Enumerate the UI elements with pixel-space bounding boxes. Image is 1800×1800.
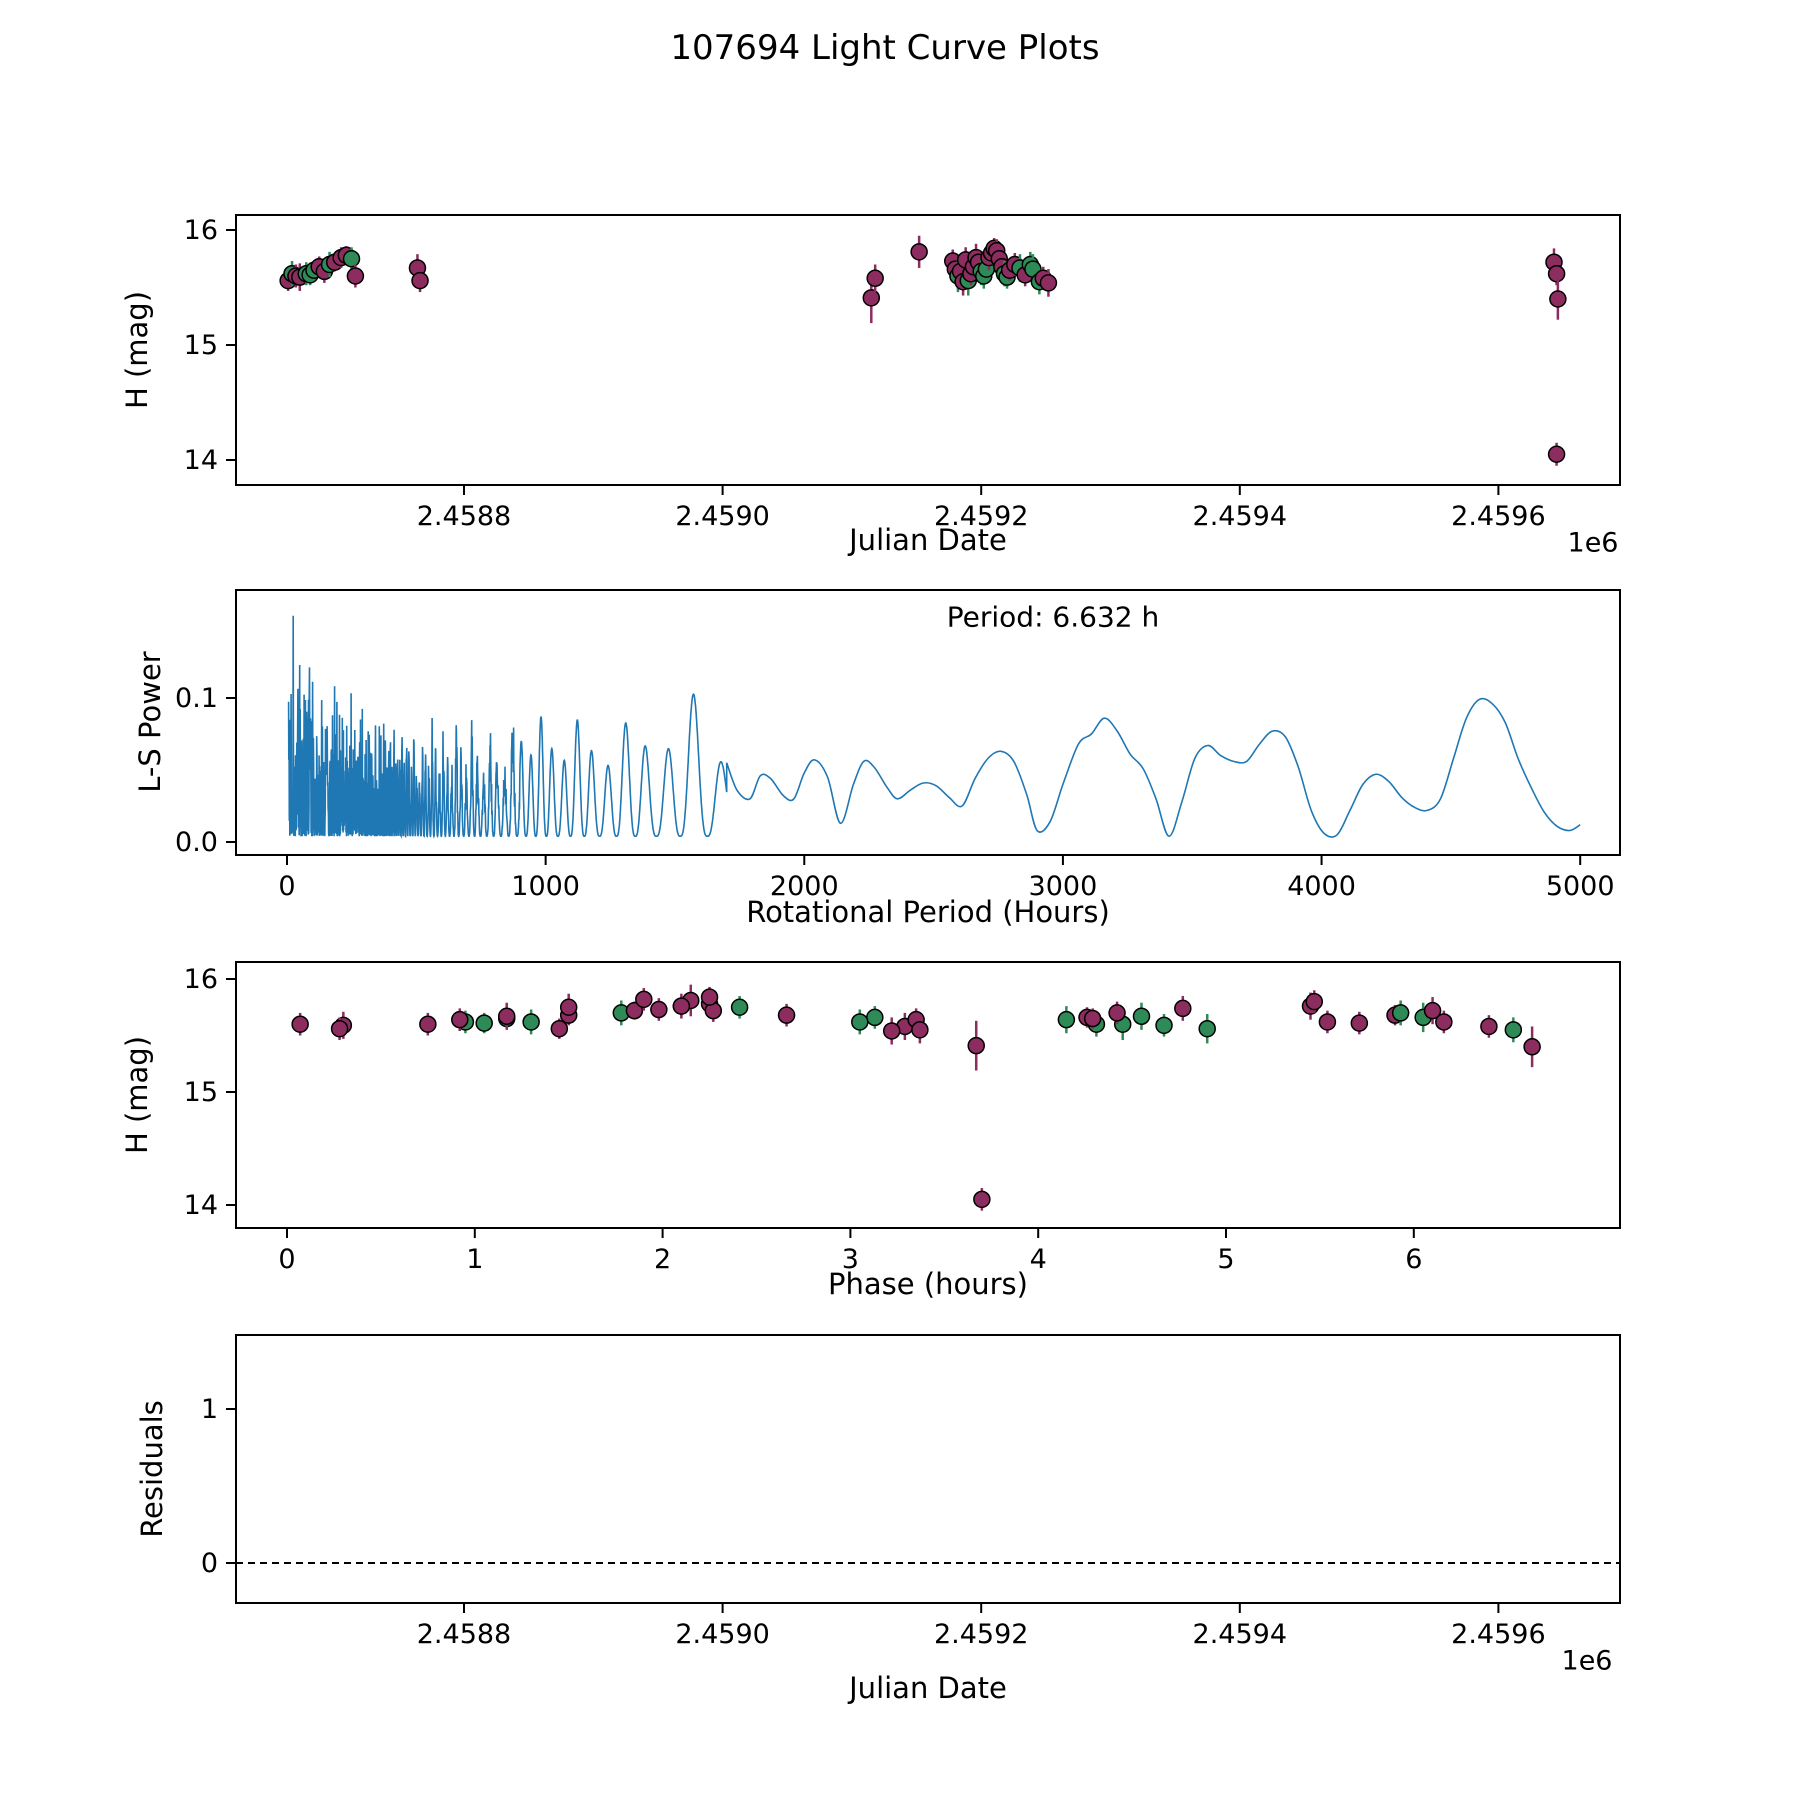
residual-point [976, 0, 991, 8]
y-tick-label: 15 [183, 330, 218, 361]
data-point [1393, 1005, 1409, 1021]
y-tick-label: 0.1 [175, 683, 218, 714]
x-tick-label: 3000 [1028, 871, 1098, 902]
jd-plot-xlabel: Julian Date [849, 523, 1007, 557]
residual-point [971, 0, 986, 8]
residual-point [969, 0, 984, 8]
x-tick-label: 0 [278, 1244, 296, 1275]
residual-point [292, 0, 307, 8]
residual-point [974, 0, 989, 8]
y-tick-label: 15 [183, 1077, 218, 1108]
data-point [732, 999, 748, 1015]
residual-point [948, 0, 963, 8]
residual-point [912, 0, 927, 8]
data-point [974, 1191, 990, 1207]
data-point [1040, 275, 1056, 291]
data-point [911, 244, 927, 260]
x-tick-label: 2.4594 [1192, 1619, 1288, 1650]
data-point [884, 1023, 900, 1039]
residual-point [987, 0, 1002, 8]
data-point [499, 1008, 515, 1024]
x-tick-label: 2.4592 [933, 1619, 1029, 1650]
residual-point [1023, 0, 1038, 8]
residual-point [963, 0, 978, 8]
residual-point [1550, 0, 1565, 8]
x-tick-label: 6 [1405, 1244, 1423, 1275]
residual-point [413, 0, 428, 8]
residual-point [984, 0, 999, 8]
residuals-xlabel: Julian Date [849, 1671, 1007, 1705]
residual-point [950, 0, 965, 8]
data-point [412, 273, 428, 289]
jd-plot-ylabel: H (mag) [120, 290, 154, 410]
residual-point [348, 0, 363, 8]
period-annotation: Period: 6.632 h [946, 600, 1160, 634]
jd-lightcurve-axes-spines [236, 215, 1620, 485]
y-tick-label: 1 [200, 1394, 218, 1425]
residual-point [994, 0, 1009, 8]
residual-point [997, 0, 1012, 8]
phase-plot-ylabel: H (mag) [120, 1035, 154, 1155]
residual-point [1036, 0, 1051, 8]
y-tick-label: 14 [183, 1190, 218, 1221]
residual-point [322, 0, 337, 8]
residual-point [334, 0, 349, 8]
residuals-offset-text: 1e6 [1561, 1645, 1613, 1677]
data-point [1109, 1005, 1125, 1021]
residual-point [339, 0, 354, 8]
residual-point [966, 0, 981, 8]
residual-point [303, 0, 318, 8]
data-point [867, 270, 883, 286]
data-point [420, 1016, 436, 1032]
data-point [1436, 1014, 1452, 1030]
data-point [1549, 446, 1565, 462]
residual-point [299, 0, 314, 8]
data-point [636, 991, 652, 1007]
x-tick-label: 2.4588 [416, 501, 512, 532]
x-tick-label: 1 [466, 1244, 484, 1275]
data-point [1156, 1017, 1172, 1033]
periodogram-axes-spines [236, 590, 1620, 855]
data-point [968, 1038, 984, 1054]
residual-point [961, 0, 976, 8]
y-tick-label: 0.0 [175, 827, 218, 858]
x-tick-label: 2.4596 [1451, 1619, 1546, 1650]
periodogram-xlabel: Rotational Period (Hours) [746, 895, 1110, 929]
data-point [702, 989, 718, 1005]
data-point [1133, 1008, 1149, 1024]
periodogram-ylabel: L-S Power [133, 651, 167, 793]
x-tick-label: 4000 [1287, 871, 1356, 902]
x-tick-label: 2.4594 [1192, 501, 1288, 532]
y-tick-label: 0 [200, 1548, 218, 1579]
data-point [292, 1016, 308, 1032]
residual-point [1007, 0, 1022, 8]
jd-plot-offset-text: 1e6 [1567, 527, 1619, 559]
residual-point [981, 0, 996, 8]
data-point [344, 251, 360, 267]
data-point [1319, 1014, 1335, 1030]
phase-curve-axes-spines [236, 962, 1620, 1228]
data-point [1058, 1012, 1074, 1028]
data-point [476, 1015, 492, 1031]
residual-point [868, 0, 883, 8]
residual-point [344, 0, 359, 8]
residual-point [1032, 0, 1047, 8]
data-point [651, 1002, 667, 1018]
residual-point [312, 0, 327, 8]
data-point [452, 1012, 468, 1028]
x-tick-label: 2.4596 [1451, 501, 1546, 532]
data-point [1549, 266, 1565, 282]
x-tick-label: 2.4592 [933, 501, 1029, 532]
residual-point [1549, 0, 1564, 8]
data-point [1175, 1000, 1191, 1016]
x-tick-label: 5000 [1545, 871, 1615, 902]
residual-point [1012, 0, 1027, 8]
residual-point [1025, 0, 1040, 8]
residual-point [281, 0, 296, 8]
data-point [332, 1021, 348, 1037]
data-point [1351, 1015, 1367, 1031]
residual-point [327, 0, 342, 8]
jd-lightcurve-axes-content [280, 236, 1566, 466]
data-point [1481, 1018, 1497, 1034]
residual-point [989, 0, 1004, 8]
data-point [1524, 1039, 1540, 1055]
residual-point [958, 0, 973, 8]
residual-point [953, 0, 968, 8]
residual-point [1000, 0, 1015, 8]
data-point [1550, 291, 1566, 307]
residual-point [410, 0, 425, 8]
periodogram-axes-content [289, 616, 1581, 837]
data-point [551, 1021, 567, 1037]
ls-power-curve [289, 616, 1581, 837]
data-point [779, 1007, 795, 1023]
residual-point [1018, 0, 1033, 8]
phase-plot-xlabel: Phase (hours) [828, 1267, 1028, 1301]
x-tick-label: 2.4588 [416, 1619, 512, 1650]
data-point [863, 290, 879, 306]
residual-point [307, 0, 322, 8]
data-point [1085, 1011, 1101, 1027]
residual-point [317, 0, 332, 8]
residual-point [1041, 0, 1056, 8]
y-tick-label: 14 [183, 445, 218, 476]
residual-point [864, 0, 879, 8]
x-tick-label: 5 [1217, 1244, 1235, 1275]
residual-point [288, 0, 303, 8]
x-tick-label: 2.4590 [675, 501, 770, 532]
residual-point [945, 0, 960, 8]
residual-point [979, 0, 994, 8]
residual-point [1002, 0, 1017, 8]
y-tick-label: 16 [183, 964, 218, 995]
residual-point [956, 0, 971, 8]
x-tick-label: 3 [841, 1244, 859, 1275]
x-tick-label: 4 [1029, 1244, 1047, 1275]
residual-point [992, 0, 1007, 8]
residual-point [1546, 0, 1561, 8]
x-tick-label: 2.4590 [675, 1619, 770, 1650]
residual-point [1549, 0, 1564, 8]
x-tick-label: 1000 [511, 871, 580, 902]
data-point [1306, 994, 1322, 1010]
residual-point [285, 0, 300, 8]
x-tick-label: 2 [654, 1244, 672, 1275]
data-point [1199, 1021, 1215, 1037]
data-point [867, 1009, 883, 1025]
data-point [912, 1022, 928, 1038]
x-tick-label: 2000 [769, 871, 839, 902]
figure-title: 107694 Light Curve Plots [670, 28, 1100, 68]
data-point [1505, 1022, 1521, 1038]
data-point [673, 998, 689, 1014]
data-point [852, 1014, 868, 1030]
phase-curve-axes-content [292, 985, 1540, 1211]
x-tick-label: 0 [278, 871, 296, 902]
residuals-ylabel: Residuals [135, 1400, 169, 1538]
data-point [523, 1014, 539, 1030]
data-point [347, 268, 363, 284]
y-tick-label: 16 [183, 215, 218, 246]
data-point [561, 999, 577, 1015]
